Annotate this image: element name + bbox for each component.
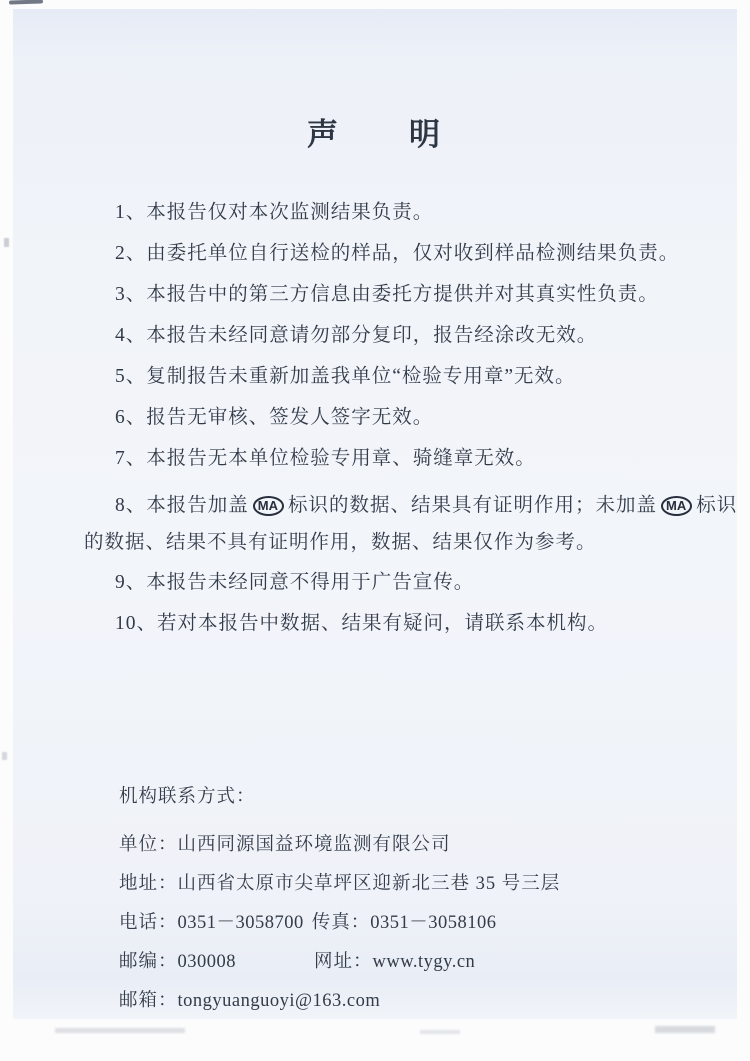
phone-label: 电话：: [119, 913, 178, 933]
unit-value: 山西同源国益环境监测有限公司: [177, 835, 451, 855]
declaration-item-8-part3: 标识的数据、结果不具有证明作用，数据、结果仅作为参考。: [84, 495, 738, 553]
declaration-item-8-part1: 8、本报告加盖: [115, 495, 249, 516]
declaration-item-5: 5、复制报告未重新加盖我单位“检验专用章”无效。: [115, 366, 576, 387]
address-value: 山西省太原市尖草坪区迎新北三巷 35 号三层: [177, 874, 561, 894]
contact-row-phone-fax: [119, 911, 737, 935]
declaration-item-6: 6、报告无审核、签发人签字无效。: [115, 407, 434, 428]
scan-artifact: [9, 0, 43, 5]
zip-label: 邮编：: [119, 952, 178, 972]
fax-value: 0351－3058106: [370, 913, 497, 933]
fax-label: 传真：: [311, 913, 371, 933]
scan-artifact: [655, 1026, 715, 1033]
contact-section: [119, 785, 737, 1013]
email-label: 邮箱：: [119, 991, 178, 1011]
declaration-item-3: 3、本报告中的第三方信息由委托方提供并对其真实性负责。: [115, 284, 659, 305]
web-label: 网址：: [314, 952, 373, 972]
address-label: 地址：: [119, 874, 178, 894]
scan-artifact: [420, 1030, 460, 1034]
declaration-list: [13, 200, 737, 637]
contact-row-unit: [119, 833, 737, 857]
scan-artifact: [2, 752, 7, 760]
declaration-item-2: 2、由委托单位自行送检的样品，仅对收到样品检测结果负责。: [115, 243, 680, 264]
contact-row-address: [119, 872, 737, 896]
email-value: tongyuanguoyi@163.com: [177, 991, 381, 1011]
web-value: www.tygy.cn: [372, 952, 476, 972]
cma-mark-icon: MA: [661, 496, 692, 516]
phone-value: 0351－3058700: [177, 913, 304, 933]
contact-heading: 机构联系方式：: [119, 787, 256, 807]
contact-row-email: [119, 989, 737, 1013]
declaration-item-4: 4、本报告未经同意请勿部分复印，报告经涂改无效。: [115, 325, 598, 346]
declaration-item-8: [84, 487, 750, 561]
zip-value: 030008: [177, 952, 237, 972]
unit-label: 单位：: [119, 835, 178, 855]
declaration-item-7: 7、本报告无本单位检验专用章、骑缝章无效。: [115, 448, 536, 469]
declaration-item-8-part2: 标识的数据、结果具有证明作用；未加盖: [287, 495, 657, 516]
contact-row-zip-web: [119, 950, 737, 974]
declaration-item-1: 1、本报告仅对本次监测结果负责。: [115, 202, 434, 223]
cma-mark-icon: MA: [253, 496, 284, 516]
declaration-item-10: 10、若对本报告中数据、结果有疑问，请联系本机构。: [115, 613, 609, 634]
declaration-item-9: 9、本报告未经同意不得用于广告宣传。: [115, 572, 475, 593]
page-title: 声 明: [307, 117, 443, 152]
scan-artifact: [4, 238, 9, 247]
scan-artifact: [55, 1028, 185, 1033]
scan-page: [13, 9, 737, 1019]
